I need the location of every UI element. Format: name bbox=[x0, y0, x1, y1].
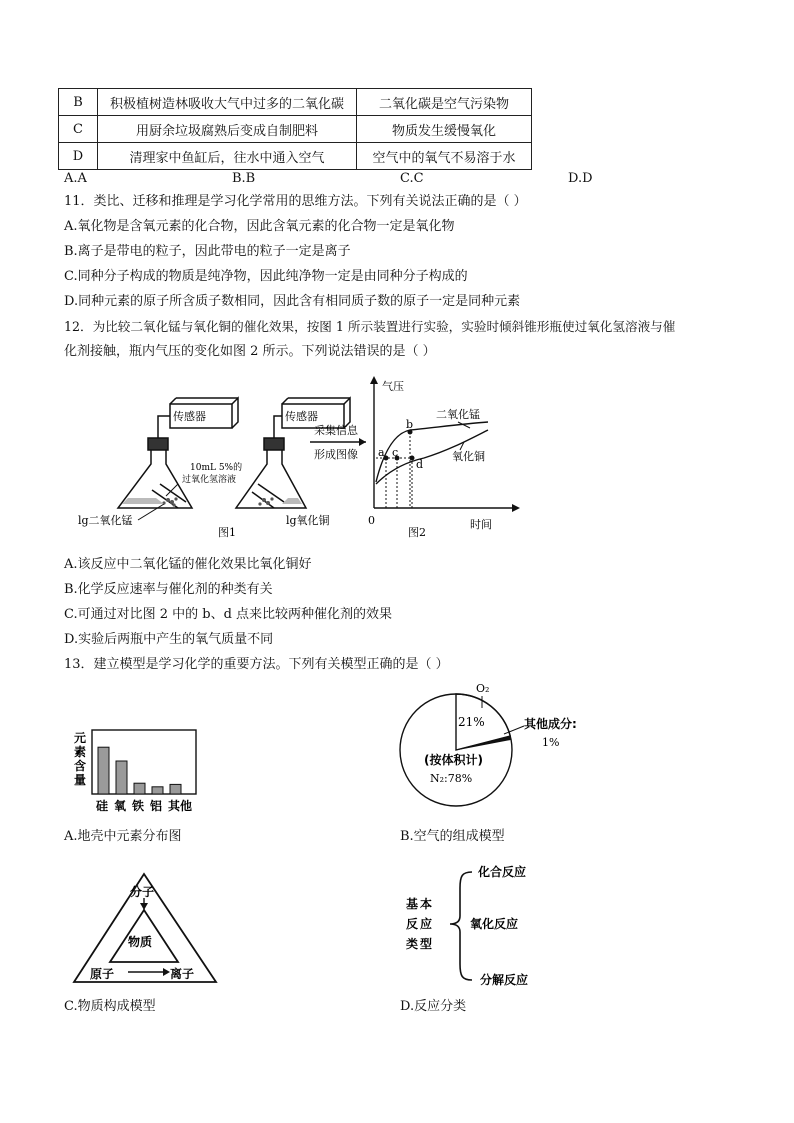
q11-option-c[interactable]: C.同种分子构成的物质是纯净物，因此纯净物一定是由同种分子构成的 bbox=[64, 269, 468, 284]
q10-option-c[interactable]: C.C bbox=[400, 171, 424, 186]
table-cell-reason: 二氧化碳是空气污染物 bbox=[357, 89, 532, 116]
sensor-box-1-side bbox=[232, 398, 238, 428]
table-cell-reason: 空气中的氧气不易溶于水 bbox=[357, 143, 532, 170]
table-row bbox=[59, 143, 532, 170]
point-d-label: d bbox=[416, 458, 424, 471]
pie-basis-label: (按体积计) bbox=[424, 753, 483, 767]
pie-other-percent: 1% bbox=[542, 736, 560, 749]
table-cell-letter: B bbox=[59, 89, 98, 116]
table-cell-action: 用厨余垃圾腐熟后变成自制肥料 bbox=[98, 116, 357, 143]
q12-stem-line2: 化剂接触，瓶内气压的变化如图 2 所示。下列说法错误的是（ ） bbox=[64, 344, 436, 359]
rxn-basic-2: 本 bbox=[420, 897, 433, 911]
flask-1-liquid bbox=[122, 498, 164, 504]
sensor-cable-2 bbox=[274, 416, 282, 438]
solution-label-2: 过氧化氢溶液 bbox=[182, 475, 237, 485]
bar-category-o: 氧 bbox=[114, 799, 127, 813]
q10-option-a[interactable]: A.A bbox=[64, 171, 87, 186]
q12-figure bbox=[60, 372, 520, 544]
bar-ylabel-2: 素 bbox=[74, 745, 87, 759]
bar-2 bbox=[134, 783, 145, 794]
rxn-basic-1: 基 bbox=[406, 897, 419, 911]
tri-atom-label: 原子 bbox=[90, 967, 115, 981]
cuo-curve-label: 氧化铜 bbox=[452, 450, 485, 463]
q13-stem: 13．建立模型是学习化学的重要方法。下列有关模型正确的是（ ） bbox=[64, 657, 449, 672]
tri-molecule-label: 分子 bbox=[130, 885, 155, 899]
table-cell-letter: D bbox=[59, 143, 98, 170]
mno2-curve-label: 二氧化锰 bbox=[436, 408, 480, 421]
collect-arrow-head bbox=[359, 438, 366, 446]
rxn-basic-5: 类 bbox=[406, 937, 419, 951]
table-cell-action: 清理家中鱼缸后，往水中通入空气 bbox=[98, 143, 357, 170]
x-axis-label: 时间 bbox=[470, 518, 492, 531]
bar-3 bbox=[152, 787, 163, 794]
pie-other-label: 其他成分: bbox=[524, 717, 577, 731]
stopper-1 bbox=[148, 438, 168, 450]
y-axis-label: 气压 bbox=[382, 380, 404, 393]
tri-ion-label: 离子 bbox=[170, 967, 195, 981]
brace bbox=[450, 872, 472, 980]
rxn-branch-2: 氧化反应 bbox=[470, 917, 519, 931]
table-row bbox=[59, 116, 532, 143]
sensor-cable-1 bbox=[158, 416, 170, 438]
bar-category-other: 其他 bbox=[168, 799, 193, 813]
bar-category-si: 硅 bbox=[96, 799, 109, 813]
bar-ylabel-3: 含 bbox=[74, 759, 87, 773]
point-d bbox=[410, 456, 415, 461]
q10-option-d[interactable]: D.D bbox=[568, 171, 593, 186]
reaction-classification bbox=[400, 860, 560, 988]
q13-option-a[interactable]: A.地壳中元素分布图 bbox=[64, 829, 182, 844]
mno2-pointer bbox=[138, 504, 164, 520]
q12-stem-line1: 12．为比较二氧化锰与氧化铜的催化效果，按图 1 所示装置进行实验，实验时倾斜锥形瓶使过氧化氢溶液与催 bbox=[64, 319, 676, 334]
fig1-caption: 图1 bbox=[218, 526, 236, 539]
bar-0 bbox=[98, 747, 109, 794]
x-axis-arrow bbox=[512, 504, 520, 512]
q11-option-b[interactable]: B.离子是带电的粒子，因此带电的粒子一定是离子 bbox=[64, 244, 351, 259]
q12-option-b[interactable]: B.化学反应速率与催化剂的种类有关 bbox=[64, 582, 273, 597]
pie-n2-label: N₂:78% bbox=[430, 772, 473, 785]
fig2-caption: 图2 bbox=[408, 526, 426, 539]
pie-slice-other bbox=[456, 736, 511, 750]
table-cell-action: 积极植树造林吸收大气中过多的二氧化碳 bbox=[98, 89, 357, 116]
pie-o2-percent: 21% bbox=[458, 715, 485, 729]
rxn-basic-4: 应 bbox=[420, 917, 433, 931]
table-cell-letter: C bbox=[59, 116, 98, 143]
q12-option-d[interactable]: D.实验后两瓶中产生的氧气质量不同 bbox=[64, 632, 274, 647]
collect-label-2: 形成图像 bbox=[314, 448, 358, 461]
rxn-basic-3: 反 bbox=[406, 917, 419, 931]
rxn-branch-3: 分解反应 bbox=[480, 973, 529, 987]
q12-option-a[interactable]: A.该反应中二氧化锰的催化效果比氧化铜好 bbox=[64, 557, 312, 572]
bar-category-al: 铝 bbox=[150, 799, 163, 813]
q13-option-d[interactable]: D.反应分类 bbox=[400, 999, 467, 1014]
point-a-label: a bbox=[378, 446, 385, 459]
pie-o2-label: O₂ bbox=[476, 682, 490, 695]
origin-label: 0 bbox=[368, 514, 375, 527]
bar-ylabel-1: 元 bbox=[74, 731, 87, 745]
crust-element-bar-chart bbox=[72, 728, 202, 816]
tri-substance-label: 物质 bbox=[128, 935, 153, 949]
q13-option-c[interactable]: C.物质构成模型 bbox=[64, 999, 156, 1014]
cuo-label: lg氧化铜 bbox=[286, 514, 330, 527]
sensor-label-2: 传感器 bbox=[285, 410, 318, 423]
bar-4 bbox=[170, 784, 181, 794]
table-cell-reason: 物质发生缓慢氧化 bbox=[357, 116, 532, 143]
point-b-label: b bbox=[406, 418, 414, 431]
y-axis-arrow bbox=[370, 376, 378, 384]
stopper-2 bbox=[264, 438, 284, 450]
q10-option-b[interactable]: B.B bbox=[232, 171, 256, 186]
bar-category-fe: 铁 bbox=[132, 799, 145, 813]
collect-label-1: 采集信息 bbox=[314, 424, 358, 437]
q13-option-b[interactable]: B.空气的组成模型 bbox=[400, 829, 505, 844]
options-table bbox=[58, 88, 532, 170]
bar-1 bbox=[116, 761, 127, 794]
mno2-label: lg二氧化锰 bbox=[78, 514, 133, 527]
bar-ylabel-4: 量 bbox=[74, 773, 87, 787]
sensor-label-1: 传感器 bbox=[173, 410, 206, 423]
flask-2-liquid bbox=[282, 498, 302, 504]
q12-option-c[interactable]: C.可通过对比图 2 中的 b、d 点来比较两种催化剂的效果 bbox=[64, 607, 393, 622]
q11-option-a[interactable]: A.氧化物是含氧元素的化合物，因此含氧元素的化合物一定是氧化物 bbox=[64, 219, 455, 234]
rxn-basic-6: 型 bbox=[420, 937, 433, 951]
q11-stem: 11．类比、迁移和推理是学习化学常用的思维方法。下列有关说法正确的是（ ） bbox=[64, 194, 527, 209]
air-composition-pie bbox=[396, 682, 606, 822]
rxn-branch-1: 化合反应 bbox=[478, 865, 527, 879]
bar-chart-bars bbox=[98, 747, 181, 794]
solution-label-1: 10mL 5%的 bbox=[190, 463, 243, 473]
q11-option-d[interactable]: D.同种元素的原子所含质子数相同，因此含有相同质子数的原子一定是同种元素 bbox=[64, 294, 521, 309]
table-row bbox=[59, 89, 532, 116]
matter-structure-triangle bbox=[72, 870, 222, 986]
point-c-label: c bbox=[392, 446, 399, 459]
